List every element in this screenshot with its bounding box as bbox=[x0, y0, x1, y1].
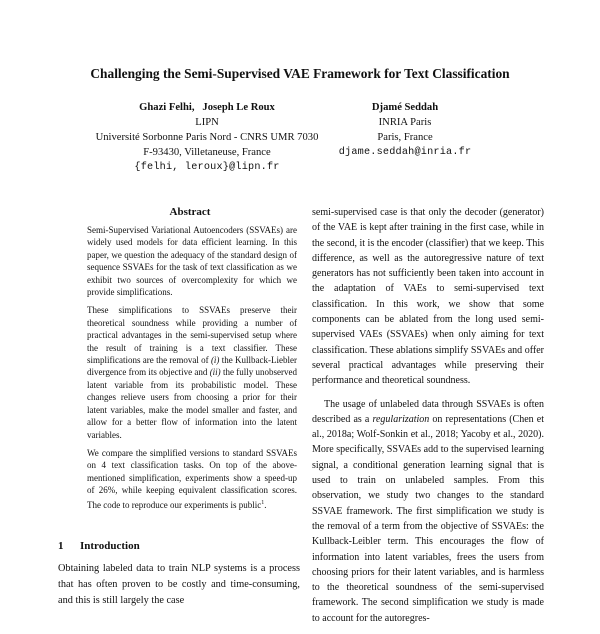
author-names: Ghazi Felhi, Joseph Le Roux bbox=[139, 102, 275, 113]
text-run: These simplifications to SSVAEs preserve their theoretical soundness while providing a number of practical advantages in the semi-supervised setup where the result of training is a text classifier. These simplifications are the removal of bbox=[87, 305, 297, 366]
text-run: (ii) bbox=[209, 367, 221, 378]
author-block-right bbox=[325, 100, 485, 160]
text-run: (i) bbox=[210, 355, 220, 366]
right-column bbox=[312, 205, 544, 634]
author-affiliation: LIPN bbox=[195, 117, 219, 128]
section-number: 1 bbox=[58, 540, 64, 552]
text-run: We compare the simplified versions to standard SSVAEs on 4 text classification tasks. On top of the above-mentioned simplification, experiments show a speed-up of 26%, while keeping equivalent classification scores. The code to reproduce our experiments is public bbox=[87, 447, 297, 510]
author-names: Djamé Seddah bbox=[371, 102, 439, 113]
abstract-paragraph bbox=[87, 447, 297, 511]
author-affiliation: INRIA Paris bbox=[378, 117, 432, 128]
section-title: Introduction bbox=[80, 540, 140, 552]
section-heading bbox=[58, 540, 140, 552]
author-address: F-93430, Villetaneuse, France bbox=[143, 147, 271, 158]
body-paragraph: Obtaining labeled data to train NLP systems is a process that has often proven to be costly and time-consuming, and this is still largely the case bbox=[58, 563, 300, 606]
text-run: The usage of unlabeled data through SSVAEs is often described as a bbox=[312, 398, 544, 425]
author-email: {felhi, leroux}@lipn.fr bbox=[134, 162, 280, 173]
author-university: Université Sorbonne Paris Nord - CNRS UMR 7030 bbox=[95, 132, 319, 143]
abstract-body bbox=[87, 224, 297, 517]
body-paragraph: semi-supervised case is that only the decoder (generator) of the VAE is kept after training in the first case, while in the second, it is the encoder (classifier) that we keep. This difference, as well as the autoregressive nature of text generators has not sufficiently been taken into account in the adaptation of VAEs to semi-supervised text classification. In this work, we show that some components can be ablated from the long used semi-supervised VAEs (SSVAEs) when only aiming for text classification. These ablations simplify SSVAEs and offer several practical advantages while preserving their performance and theoretical soundness. bbox=[312, 207, 544, 387]
abstract-heading: Abstract bbox=[169, 206, 211, 218]
text-run: regularization bbox=[372, 413, 430, 425]
body-paragraph bbox=[312, 397, 544, 626]
text-run: on representations (Chen et al., 2018a; Wolf-Sonkin et al., 2018; Yacoby et al., 2020). More specifically, SSVAEs add to the supervised learning signal, a conditional generation learning signal that is used to train on unlabeled samples. From this observation, we study two changes to the standard SSVAE framework. The first simplification we study is the removal of a term from the objective of SSVAEs: the Kullback-Leibler term. This encourages the flow of information into latent variables, frees the users from choosing priors for their latent variables, and is harmless to the theoretical soundness of the semi-supervised framework. The second simplification we study is made to account for the autoregres- bbox=[312, 413, 544, 624]
abstract-paragraph: Semi-Supervised Variational Autoencoders (SSVAEs) are widely used models for data efficient learning. In this paper, we question the adequacy of the standard design of sequence SSVAEs for the task of text classification as we exhibit two sources of overcomplexity for which we provide simplifications. bbox=[87, 225, 297, 298]
footnote-marker: 1 bbox=[261, 499, 265, 506]
introduction-body bbox=[58, 561, 300, 609]
author-block-left bbox=[62, 100, 352, 175]
author-address: Paris, France bbox=[377, 132, 433, 143]
text-run: . bbox=[264, 499, 267, 510]
text-run: the fully unobserved latent variable from its probabilistic model. These changes relieve users from choosing a prior for their latent variables, make the model smaller and faster, and allow for a better flow of information into the latent variables. bbox=[87, 367, 298, 440]
author-email: djame.seddah@inria.fr bbox=[338, 147, 472, 158]
paper-title: Challenging the Semi-Supervised VAE Framework for Text Classification bbox=[90, 66, 510, 81]
abstract-paragraph bbox=[87, 304, 297, 440]
text-run: the Kullback-Liebler divergence from its objective and bbox=[87, 355, 297, 378]
